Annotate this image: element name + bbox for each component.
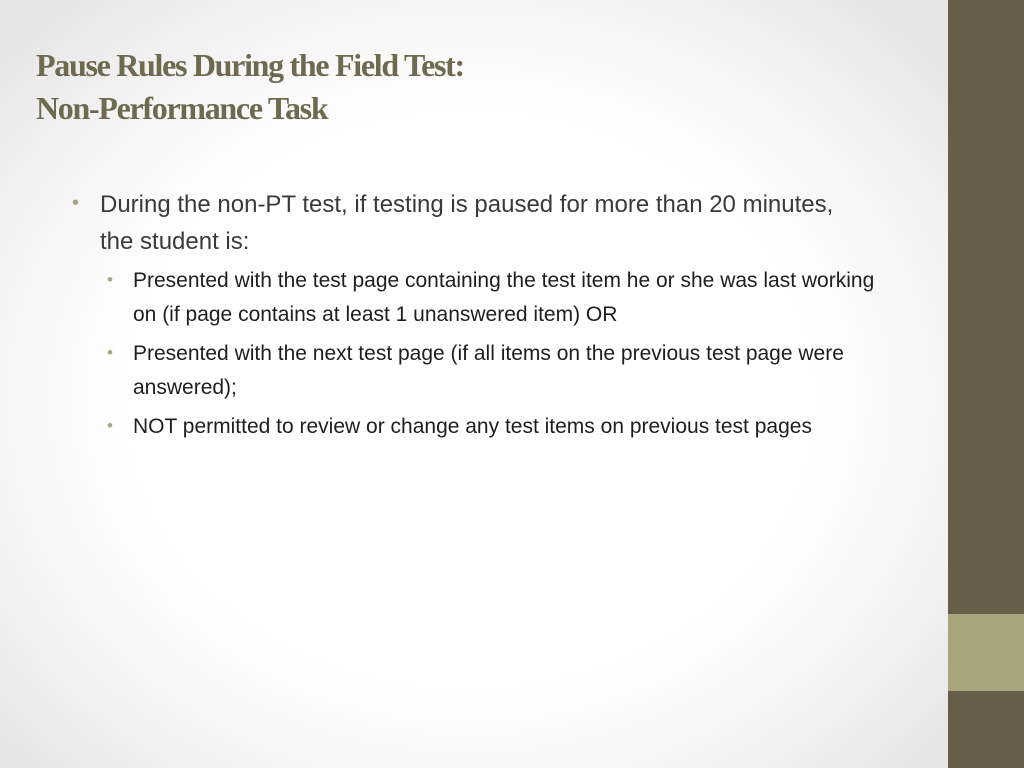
bullet-icon: •: [107, 270, 113, 289]
main-bullet-point: [72, 186, 872, 260]
slide-title-line-2: Non-Performance Task: [36, 90, 328, 126]
slide-body: [72, 186, 875, 449]
bullet-icon: •: [72, 192, 80, 214]
slide-title: [36, 44, 916, 130]
bullet-icon: •: [107, 416, 113, 435]
sub-bullet-text: NOT permitted to review or change any test items on previous test pages: [133, 415, 812, 438]
slide-title-line-1: Pause Rules During the Field Test:: [36, 47, 464, 83]
sidebar-accent-block: [948, 614, 1024, 691]
sub-bullet-item: [107, 337, 893, 405]
bullet-icon: •: [107, 343, 113, 362]
sub-bullet-text: Presented with the test page containing the test item he or she was last working on (if page contains at least 1 unanswered item) OR: [133, 269, 875, 326]
main-bullet-text: During the non-PT test, if testing is paused for more than 20 minutes, the student is:: [100, 191, 834, 255]
sub-bullet-item: [107, 264, 893, 332]
sub-bullet-item: [107, 410, 893, 444]
sub-bullet-text: Presented with the next test page (if all items on the previous test page were answered);: [133, 342, 844, 399]
sub-bullet-list: [72, 264, 875, 444]
